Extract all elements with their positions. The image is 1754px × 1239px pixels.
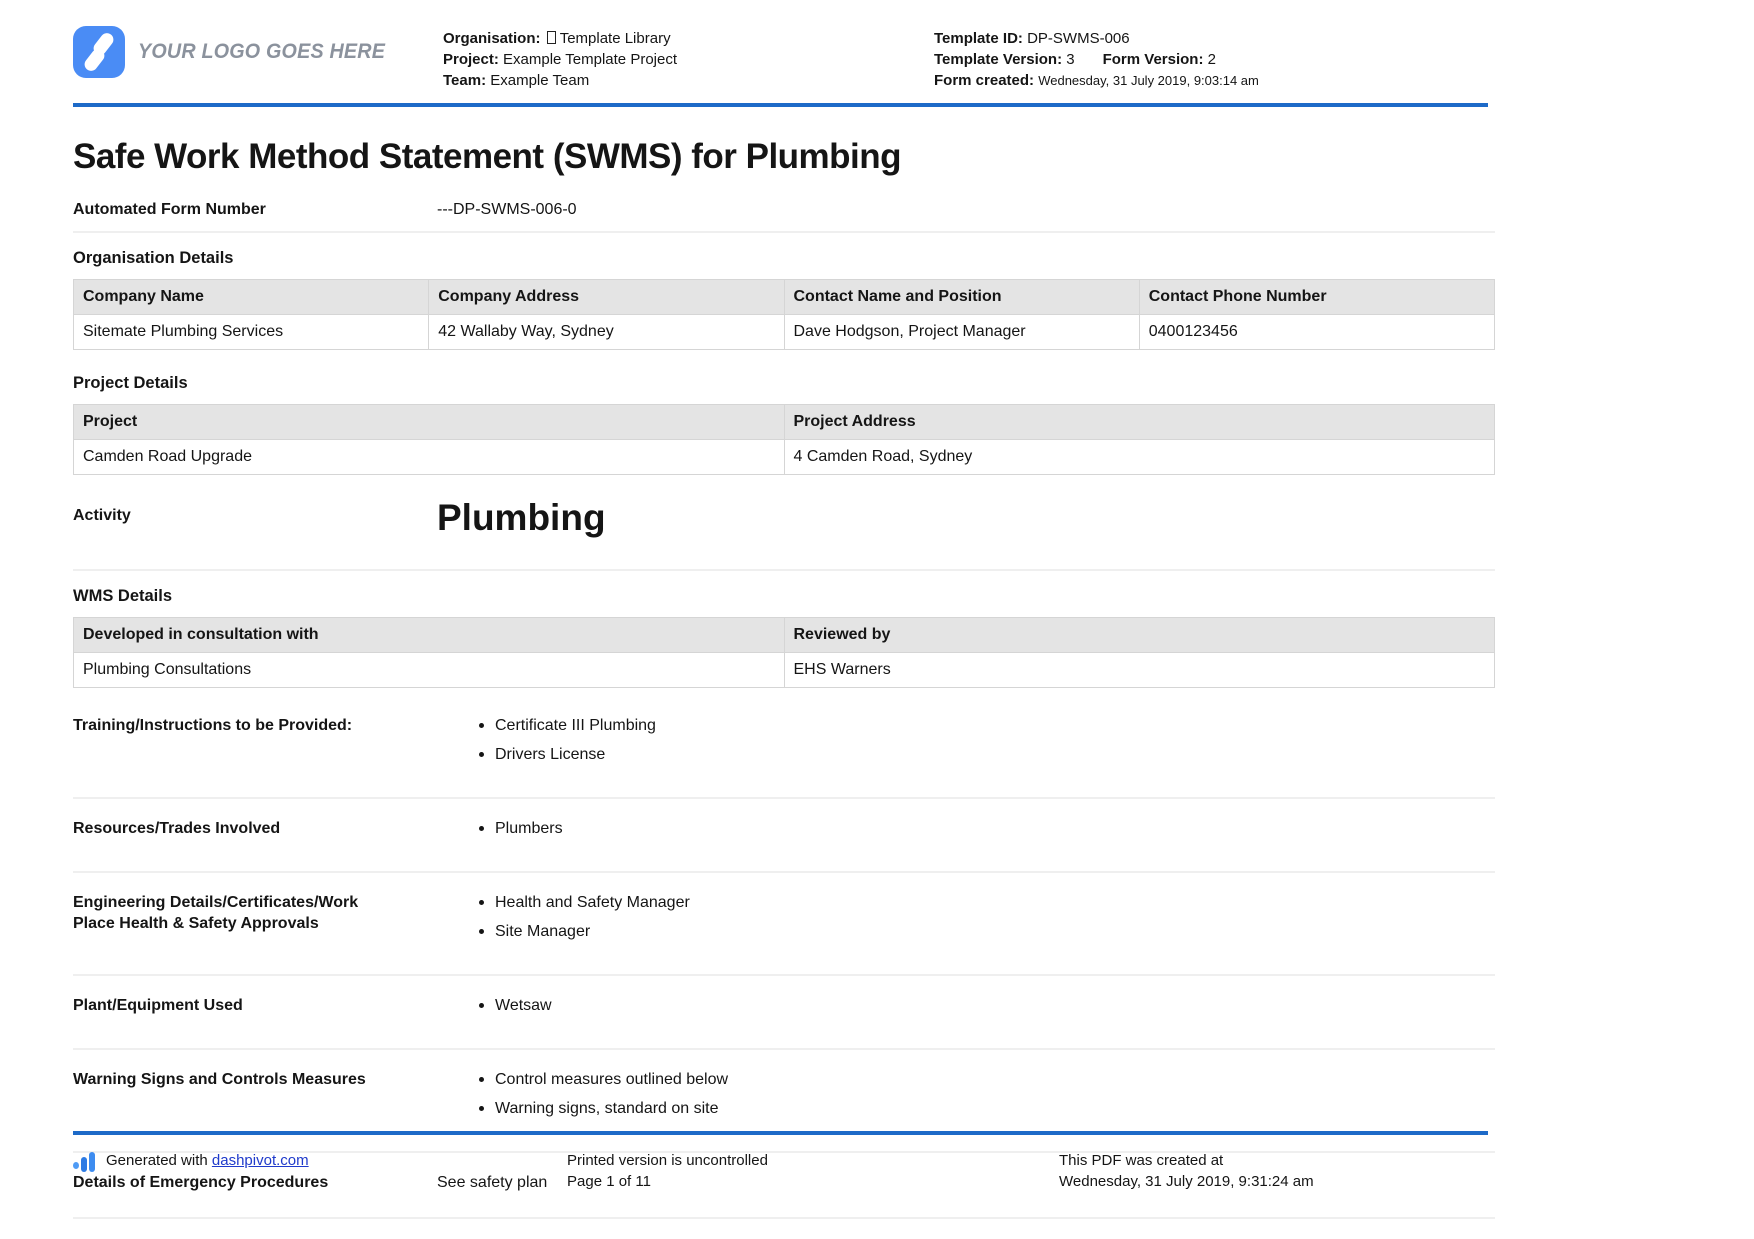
resources-items — [437, 818, 1495, 847]
list-item: Certificate III Plumbing — [437, 715, 1495, 736]
document-footer — [73, 1131, 1488, 1192]
activity-value: Plumbing — [437, 497, 606, 538]
project-value: Example Template Project — [503, 51, 678, 68]
column-header: Company Name — [74, 280, 429, 315]
divider — [73, 231, 1495, 233]
plant-equipment-row — [73, 976, 1495, 1048]
list-item: Site Manager — [437, 921, 1495, 942]
automated-form-number-label: Automated Form Number — [73, 201, 266, 218]
resources-label: Resources/Trades Involved — [73, 820, 281, 837]
reviewed-by-cell: EHS Warners — [784, 653, 1495, 688]
organisation-details-heading: Organisation Details — [73, 249, 234, 267]
header-meta-right — [934, 26, 1488, 91]
organisation-details-table — [73, 279, 1495, 350]
column-header: Project — [74, 405, 785, 440]
plant-equipment-label: Plant/Equipment Used — [73, 997, 243, 1014]
table-row — [74, 440, 1495, 475]
team-line — [443, 70, 934, 91]
warning-signs-items — [437, 1069, 1495, 1127]
missing-glyph-box — [547, 31, 556, 44]
table-header-row — [74, 405, 1495, 440]
column-header: Company Address — [429, 280, 784, 315]
list-item: Health and Safety Manager — [437, 892, 1495, 913]
organisation-line — [443, 28, 934, 49]
activity-label: Activity — [73, 507, 131, 524]
form-created-value: Wednesday, 31 July 2019, 9:03:14 am — [1038, 73, 1259, 88]
project-details-table — [73, 404, 1495, 475]
consultation-cell: Plumbing Consultations — [74, 653, 785, 688]
template-id-line — [934, 28, 1488, 49]
footer-generated — [73, 1150, 567, 1192]
divider — [73, 569, 1495, 571]
team-label: Team: — [443, 72, 487, 89]
form-created-label: Form created: — [934, 72, 1035, 89]
company-logo-icon — [73, 26, 125, 78]
footer-right — [1059, 1150, 1488, 1192]
column-header: Contact Phone Number — [1139, 280, 1494, 315]
project-label: Project: — [443, 51, 499, 68]
header-meta-left — [443, 26, 934, 91]
pdf-created-label: This PDF was created at — [1059, 1152, 1224, 1169]
pdf-created-timestamp: Wednesday, 31 July 2019, 9:31:24 am — [1059, 1173, 1314, 1190]
engineering-label: Engineering Details/Certificates/Work Place Health & Safety Approvals — [73, 894, 359, 932]
printed-version-text: Printed version is uncontrolled — [567, 1152, 768, 1169]
template-version-value: 3 — [1066, 51, 1075, 68]
dashpivot-link[interactable]: dashpivot.com — [211, 1152, 309, 1169]
list-item: Wetsaw — [437, 995, 1495, 1016]
team-value: Example Team — [490, 72, 590, 89]
list-item: Plumbers — [437, 818, 1495, 839]
project-details-heading: Project Details — [73, 374, 188, 392]
project-name-cell: Camden Road Upgrade — [74, 440, 785, 475]
column-header: Project Address — [784, 405, 1495, 440]
versions-line — [934, 49, 1488, 70]
form-version-label: Form Version: — [1102, 51, 1204, 68]
plant-equipment-items — [437, 995, 1495, 1024]
emergency-value: See safety plan — [437, 1174, 548, 1191]
logo — [73, 26, 443, 78]
engineering-row — [73, 873, 1495, 974]
list-item: Warning signs, standard on site — [437, 1098, 1495, 1119]
form-created-line — [934, 70, 1488, 91]
list-item: Control measures outlined below — [437, 1069, 1495, 1090]
document-header — [73, 0, 1488, 107]
automated-form-number-row — [73, 201, 1495, 231]
organisation-value: Template Library — [559, 30, 671, 47]
organisation-label: Organisation: — [443, 30, 541, 47]
training-label: Training/Instructions to be Provided: — [73, 717, 353, 734]
engineering-items — [437, 892, 1495, 950]
template-version-label: Template Version: — [934, 51, 1063, 68]
training-row — [73, 696, 1495, 797]
generated-with-text: Generated with — [106, 1152, 208, 1169]
company-name-cell: Sitemate Plumbing Services — [74, 315, 429, 350]
resources-row — [73, 799, 1495, 871]
table-header-row — [74, 280, 1495, 315]
table-header-row — [74, 618, 1495, 653]
contact-name-cell: Dave Hodgson, Project Manager — [784, 315, 1139, 350]
column-header: Developed in consultation with — [74, 618, 785, 653]
wms-details-heading: WMS Details — [73, 587, 173, 605]
logo-placeholder-text: YOUR LOGO GOES HERE — [138, 40, 386, 63]
column-header: Reviewed by — [784, 618, 1495, 653]
logo-leaves-icon — [73, 26, 125, 78]
column-header: Contact Name and Position — [784, 280, 1139, 315]
bar-chart-icon — [73, 1151, 97, 1172]
template-id-label: Template ID: — [934, 30, 1023, 47]
automated-form-number-value: ---DP-SWMS-006-0 — [437, 201, 577, 218]
company-address-cell: 42 Wallaby Way, Sydney — [429, 315, 784, 350]
footer-center — [567, 1150, 1059, 1192]
activity-row — [73, 497, 1495, 539]
contact-phone-cell: 0400123456 — [1139, 315, 1494, 350]
training-items — [437, 715, 1495, 773]
page-number-text: Page 1 of 11 — [567, 1173, 651, 1190]
divider — [73, 1217, 1495, 1219]
project-line — [443, 49, 934, 70]
table-row — [74, 315, 1495, 350]
emergency-procedures-label: Details of Emergency Procedures — [73, 1174, 329, 1191]
table-row — [74, 653, 1495, 688]
page-title: Safe Work Method Statement (SWMS) for Plumbing — [73, 137, 902, 176]
project-address-cell: 4 Camden Road, Sydney — [784, 440, 1495, 475]
list-item: Drivers License — [437, 744, 1495, 765]
warning-signs-label: Warning Signs and Controls Measures — [73, 1071, 366, 1088]
wms-details-table — [73, 617, 1495, 688]
form-version-value: 2 — [1207, 51, 1216, 68]
generated-with-line — [106, 1150, 309, 1171]
template-id-value: DP-SWMS-006 — [1027, 30, 1130, 47]
